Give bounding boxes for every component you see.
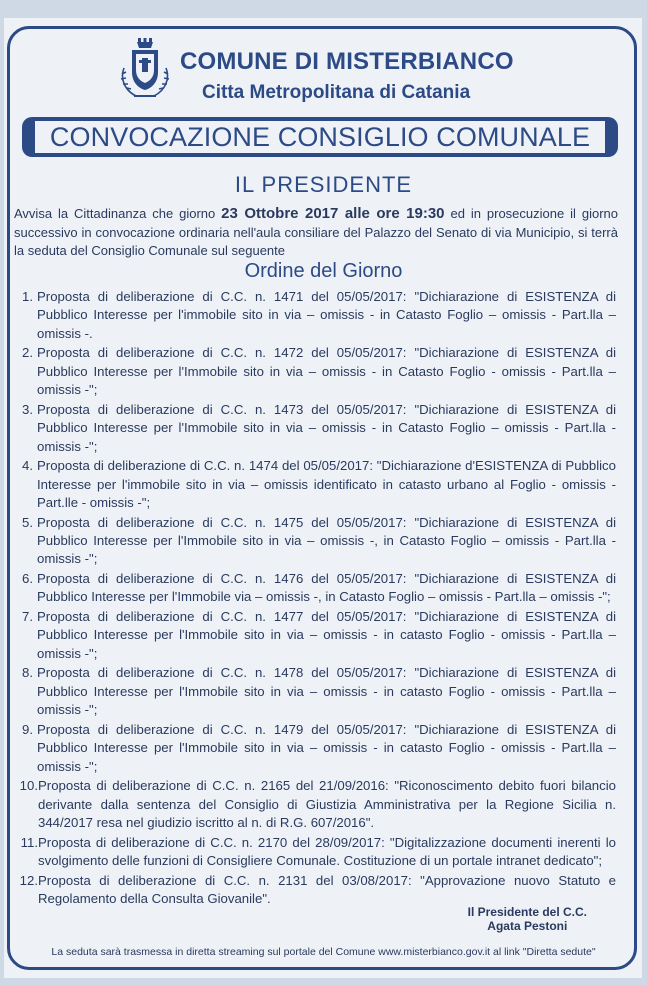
agenda-item [14,344,616,399]
item-number: 12. [19,872,38,888]
item-text: Proposta di deliberazione di C.C. n. 1476 del 05/05/2017: "Dichiarazione di ESISTENZA di Pubblico Interesse per l'Immobile via – omissis -, in Catasto Foglio – omissis - Part.lla – omissis -"; [37,571,616,605]
item-number: 2. [22,345,33,361]
agenda-item [14,570,616,607]
signature-block [468,905,587,933]
citta-subtitle: Citta Metropolitana di Catania [202,82,471,103]
item-number: 8. [22,665,33,681]
signature-role: Il Presidente del C.C. [467,905,587,919]
agenda-item [14,721,616,776]
title-banner [22,117,618,157]
intro-text-start: Avvisa la Cittadinanza che giorno [14,206,222,221]
item-number: 9. [22,721,33,737]
comune-title: COMUNE DI MISTERBIANCO [180,48,514,75]
item-text: Proposta di deliberazione di C.C. n. 1472 del 05/05/2017: "Dichiarazione di ESISTENZA di Pubblico Interesse per l'Immobile sito in via – omissis - in Catasto Foglio - omissis - Part.lla – omissis -"; [37,345,616,398]
agenda-item [14,457,616,512]
item-text: Proposta di deliberazione di C.C. n. 1477 del 05/05/2017: "Dichiarazione di ESISTENZA di Pubblico Interesse per l'Immobile sito in via – omissis - in catasto Foglio - omissis - Part.lla – omissis -"; [37,609,616,661]
item-text: Proposta di deliberazione di C.C. n. 1474 del 05/05/2017: "Dichiarazione d'ESISTENZA di Pubblico Interesse per l'immobile sito in via – omissis identificato in catasto urbano al Foglio - omissis - Part.lle - omissis -"; [37,458,616,511]
item-number: 1. [22,289,33,304]
item-text: Proposta di deliberazione di C.C. n. 1471 del 05/05/2017: "Dichiarazione di ESISTENZA di Pubblico Interesse per l'immobile sito in via – omissis - in Catasto Foglio – omissis - Part.lla – omissis -. [37,289,616,341]
item-number: 11. [20,834,38,850]
item-text: Proposta di deliberazione di C.C. n. 2131 del 03/08/2017: "Approvazione nuovo Statuto e Regolamento della Consulta Giovanile". [38,872,616,907]
agenda-item [14,401,616,456]
intro-paragraph [14,205,618,261]
agenda-item [14,608,616,663]
agenda-item [14,514,616,569]
municipal-crest-icon [118,38,172,102]
item-text: Proposta di deliberazione di C.C. n. 2170 del 28/09/2017: "Digitalizzazione documenti inerenti lo svolgimento delle funzioni di Consigliere Comunale. Costituzione di un portale intranet dedicato"; [38,834,616,869]
agenda-heading: Ordine del Giorno [244,260,403,282]
signature-name: Agata Pestoni [487,919,568,933]
agenda-item [14,834,616,871]
agenda-list [14,288,616,910]
item-number: 6. [22,571,33,587]
item-number: 7. [22,609,33,625]
agenda-item [14,288,616,343]
item-number: 10. [19,778,38,794]
agenda-item [14,664,616,719]
item-number: 5. [22,514,33,530]
banner-title: CONVOCAZIONE CONSIGLIO COMUNALE [35,121,605,153]
item-number: 3. [22,401,33,417]
agenda-item [14,872,616,909]
item-number: 4. [22,458,33,474]
presidente-heading: IL PRESIDENTE [234,172,413,197]
item-text: Proposta di deliberazione di C.C. n. 1479 del 05/05/2017: "Dichiarazione di ESISTENZA di Pubblico Interesse per l'Immobile sito in via – omissis - in catasto Foglio - omissis - Part.lla – omissis -"; [37,721,616,774]
item-text: Proposta di deliberazione di C.C. n. 2165 del 21/09/2016: "Riconoscimento debito fuori bilancio derivante dalla sentenza del Consiglio di Giustizia Amministrativa per la Regione Sicilia n. 344/2017 resa nel giudizio iscritto al n. di R.G. 607/2016". [38,778,616,831]
agenda-item [14,777,616,832]
streaming-footer: La seduta sarà trasmessa in diretta streaming sul portale del Comune www.misterbianco.gov.it al link "Diretta sedute" [51,946,596,958]
item-text: Proposta di deliberazione di C.C. n. 1475 del 05/05/2017: "Dichiarazione di ESISTENZA di Pubblico Interesse per l'Immobile sito in via – omissis -, in Catasto Foglio – omissis - Part.lla - omissis -"; [37,514,616,567]
item-text: Proposta di deliberazione di C.C. n. 1473 del 05/05/2017: "Dichiarazione di ESISTENZA di Pubblico Interesse per l'Immobile sito in via – omissis - in Catasto Foglio – omissis - Part.lla - omissis -"; [37,401,616,454]
meeting-date: 23 Ottobre 2017 alle ore 19:30 [221,205,445,222]
intro-text-end: ed in prosecuzione il giorno successivo in convocazione ordinaria nell'aula consiliare del Palazzo del Senato di via Municipio, si terrà la seduta del Consiglio Comunale sul seguente [14,206,618,258]
item-text: Proposta di deliberazione di C.C. n. 1478 del 05/05/2017: "Dichiarazione di ESISTENZA di Pubblico Interesse per l'Immobile sito in via – omissis - in catasto Foglio - omissis - Part.lla – omissis -"; [37,665,616,718]
